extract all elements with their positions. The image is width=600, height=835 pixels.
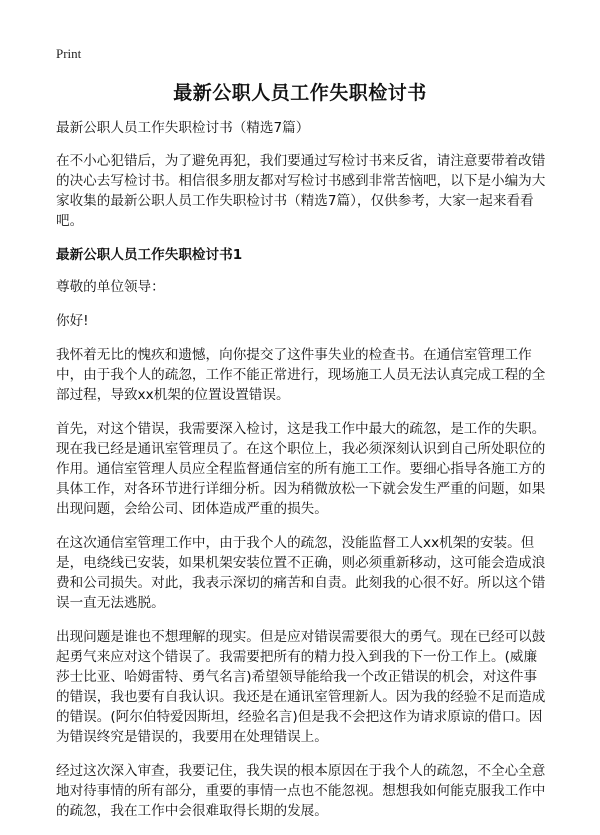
document-body [56, 118, 546, 835]
intro-paragraph: 在不小心犯错后，为了避免再犯，我们要通过写检讨书来反省，请注意要带着改错的决心去写检讨书。相信很多朋友都对写检讨书感到非常苦恼吧，以下是小编为大家收集的最新公职人员工作失职检讨书（精选7篇），仅供参考，大家一起来看看吧。 [56, 153, 546, 229]
body-paragraph: 经过这次深入审查，我要记住，我失误的根本原因在于我个人的疏忽，不全心全意地对待事情的所有部分，重要的事情一点也不能忽视。想想我如何能克服我工作中的疏忽，我在工作中会很难取得长期的发展。 [56, 763, 546, 819]
greeting: 你好! [56, 313, 89, 329]
body-paragraph: 我怀着无比的愧疚和遗憾，向你提交了这件事失业的检查书。在通信室管理工作中，由于我个人的疏忽，工作不能正常进行，现场施工人员无法认真完成工程的全部过程，导致xx机架的位置设置错误。 [56, 347, 546, 403]
document-subtitle: 最新公职人员工作失职检讨书（精选7篇） [56, 120, 310, 136]
salutation: 尊敬的单位领导： [56, 279, 165, 295]
body-paragraph: 出现问题是谁也不想理解的现实。但是应对错误需要很大的勇气。现在已经可以鼓起勇气来应对这个错误了。我需要把所有的精力投入到我的下一份工作上。(威廉莎士比亚、哈姆雷特、勇气名言)希望领导能给我一个改正错误的机会，对这件事的错误，我也要有自我认识。我还是在通讯室管理新人。因为我的经验不足而造成的错误。(阿尔伯特爱因斯坦，经验名言)但是我不会把这作为请求原谅的借口。因为错误终究是错误的，我要用在处理错误上。 [56, 629, 546, 745]
section-heading: 最新公职人员工作失职检讨书1 [56, 247, 243, 263]
page-title: 最新公职人员工作失职检讨书 [173, 82, 427, 104]
body-paragraph: 首先，对这个错误，我需要深入检讨，这是我工作中最大的疏忽，是工作的失职。现在我已经是通讯室管理员了。在这个职位上，我必须深刻认识到自己所处职位的作用。通信室管理人员应全程监督通信室的所有施工工作。要细心指导各施工方的具体工作，对各环节进行详细分析。因为稍微放松一下就会发生严重的问题，如果出现问题，会给公司、团体造成严重的损失。 [56, 421, 546, 517]
body-paragraph: 在这次通信室管理工作中，由于我个人的疏忽，没能监督工人xx机架的安装。但是，电绕线已安装，如果机架安装位置不正确，则必须重新移动，这可能会造成浪费和公司损失。对此，我表示深切的痛苦和自责。此刻我的心很不好。所以这个错误一直无法逃脱。 [56, 535, 546, 611]
print-link[interactable]: Print [56, 46, 82, 61]
